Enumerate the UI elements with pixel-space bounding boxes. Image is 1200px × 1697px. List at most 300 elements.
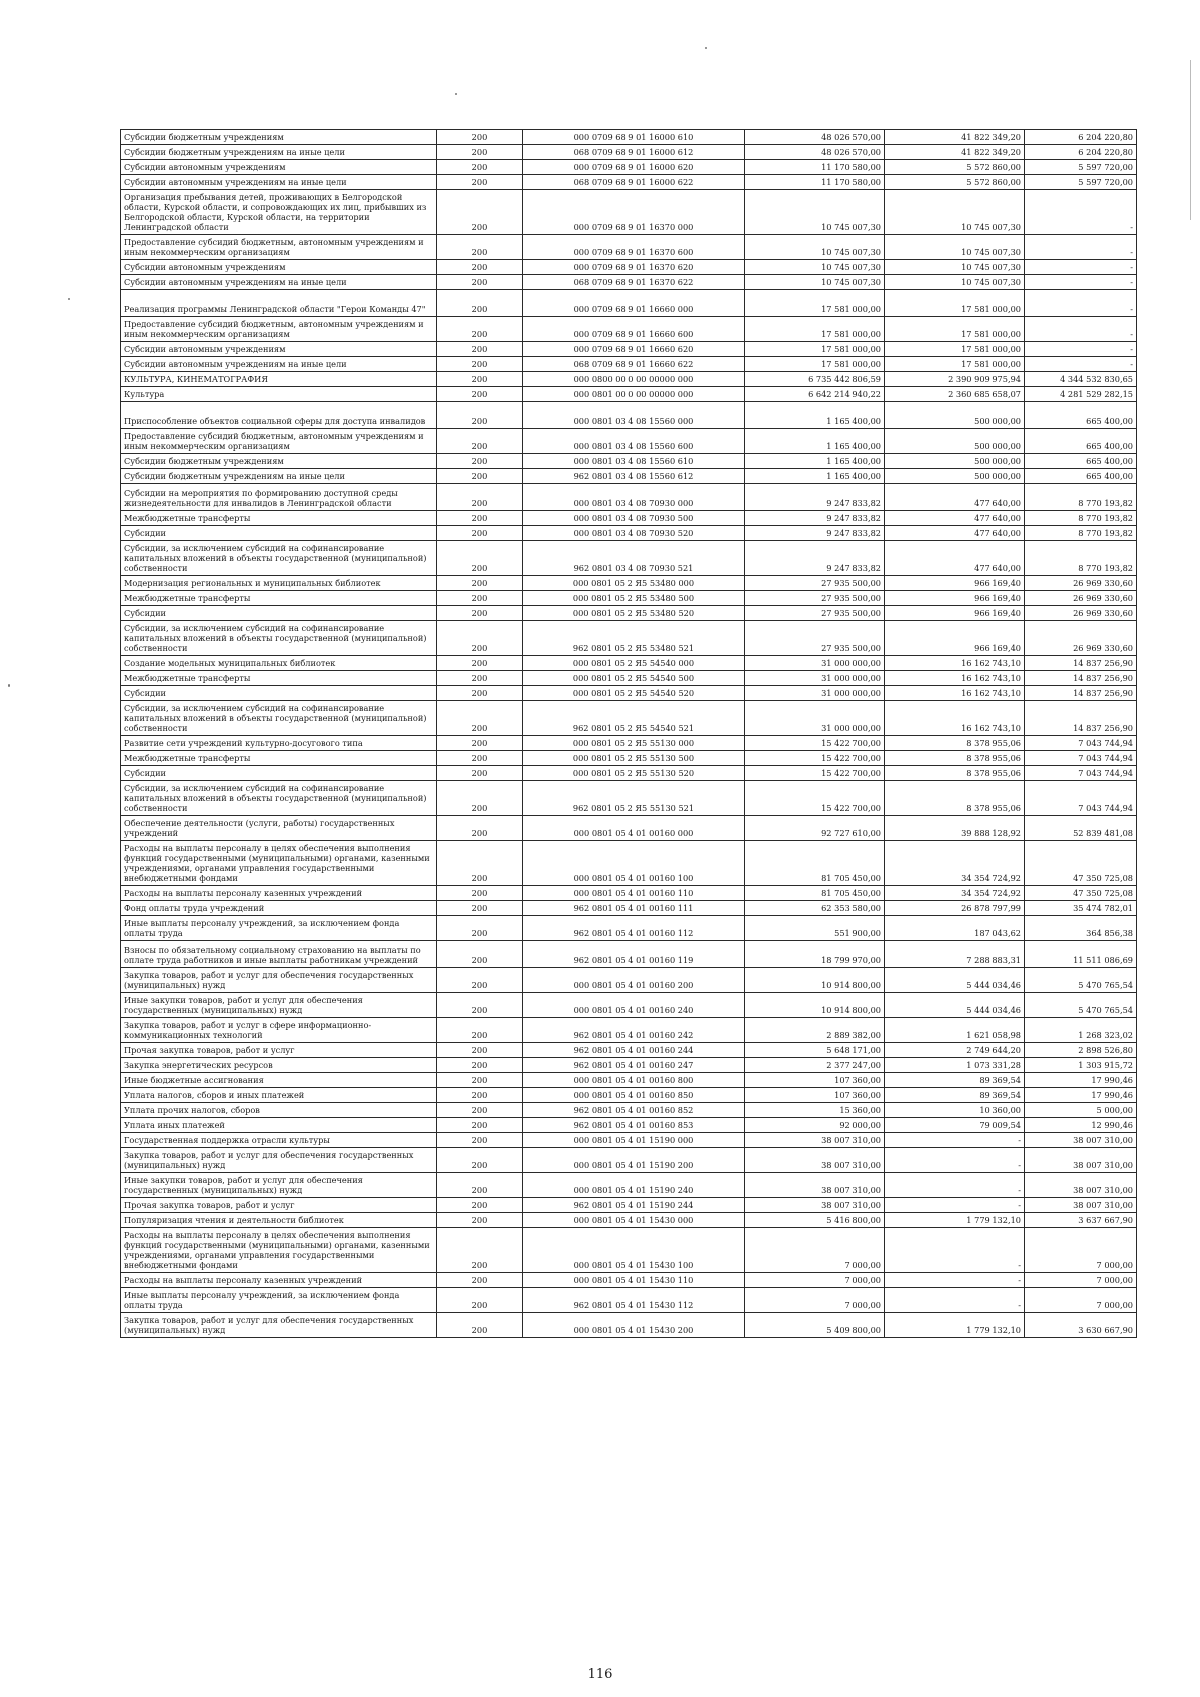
executed-amount-cell: 34 354 724,92 [885, 886, 1025, 901]
table-row [121, 290, 1137, 317]
table-row [121, 1288, 1137, 1313]
line-code-cell: 200 [437, 1073, 523, 1088]
line-code-cell: 200 [437, 621, 523, 656]
row-name-cell: Иные выплаты персоналу учреждений, за исключением фонда оплаты труда [121, 1288, 437, 1313]
approved-amount-cell: 6 642 214 940,22 [745, 387, 885, 402]
row-name-cell: Уплата прочих налогов, сборов [121, 1103, 437, 1118]
line-code-cell: 200 [437, 260, 523, 275]
approved-amount-cell: 551 900,00 [745, 916, 885, 941]
table-row [121, 886, 1137, 901]
line-code-cell: 200 [437, 968, 523, 993]
budget-class-code-cell: 000 0801 05 4 01 00160 240 [523, 993, 745, 1018]
executed-amount-cell: 966 169,40 [885, 621, 1025, 656]
line-code-cell: 200 [437, 317, 523, 342]
unexecuted-amount-cell: 47 350 725,08 [1025, 886, 1137, 901]
approved-amount-cell: 9 247 833,82 [745, 511, 885, 526]
unexecuted-amount-cell: 38 007 310,00 [1025, 1148, 1137, 1173]
row-name-cell: Межбюджетные трансферты [121, 591, 437, 606]
line-code-cell: 200 [437, 484, 523, 511]
approved-amount-cell: 2 889 382,00 [745, 1018, 885, 1043]
budget-class-code-cell: 000 0801 05 2 Я5 55130 520 [523, 766, 745, 781]
executed-amount-cell: 16 162 743,10 [885, 656, 1025, 671]
unexecuted-amount-cell: 665 400,00 [1025, 454, 1137, 469]
budget-class-code-cell: 000 0801 05 2 Я5 53480 520 [523, 606, 745, 621]
budget-class-code-cell: 000 0801 05 2 Я5 53480 000 [523, 576, 745, 591]
line-code-cell: 200 [437, 429, 523, 454]
unexecuted-amount-cell: - [1025, 235, 1137, 260]
unexecuted-amount-cell: 47 350 725,08 [1025, 841, 1137, 886]
table-row [121, 1088, 1137, 1103]
row-name-cell: Субсидии автономным учреждениям на иные цели [121, 357, 437, 372]
budget-class-code-cell: 000 0801 05 2 Я5 54540 520 [523, 686, 745, 701]
line-code-cell: 200 [437, 275, 523, 290]
line-code-cell: 200 [437, 511, 523, 526]
approved-amount-cell: 9 247 833,82 [745, 526, 885, 541]
unexecuted-amount-cell: - [1025, 290, 1137, 317]
executed-amount-cell: 89 369,54 [885, 1073, 1025, 1088]
unexecuted-amount-cell: 4 281 529 282,15 [1025, 387, 1137, 402]
row-name-cell: Предоставление субсидий бюджетным, автономным учреждениям и иным некоммерческим организациям [121, 235, 437, 260]
line-code-cell: 200 [437, 1173, 523, 1198]
approved-amount-cell: 1 165 400,00 [745, 454, 885, 469]
line-code-cell: 200 [437, 387, 523, 402]
budget-class-code-cell: 962 0801 05 4 01 00160 247 [523, 1058, 745, 1073]
executed-amount-cell: 41 822 349,20 [885, 130, 1025, 145]
table-row [121, 541, 1137, 576]
budget-execution-table [120, 129, 1137, 1338]
budget-class-code-cell: 068 0709 68 9 01 16660 622 [523, 357, 745, 372]
unexecuted-amount-cell: 364 856,38 [1025, 916, 1137, 941]
budget-class-code-cell: 000 0800 00 0 00 00000 000 [523, 372, 745, 387]
budget-class-code-cell: 000 0801 05 2 Я5 55130 500 [523, 751, 745, 766]
line-code-cell: 200 [437, 372, 523, 387]
executed-amount-cell: - [885, 1273, 1025, 1288]
line-code-cell: 200 [437, 1043, 523, 1058]
row-name-cell: Закупка товаров, работ и услуг для обеспечения государственных (муниципальных) нужд [121, 968, 437, 993]
approved-amount-cell: 17 581 000,00 [745, 290, 885, 317]
table-row [121, 1103, 1137, 1118]
budget-class-code-cell: 000 0709 68 9 01 16370 000 [523, 190, 745, 235]
approved-amount-cell: 11 170 580,00 [745, 175, 885, 190]
budget-class-code-cell: 962 0801 05 4 01 15190 244 [523, 1198, 745, 1213]
budget-class-code-cell: 000 0801 05 4 01 00160 200 [523, 968, 745, 993]
budget-class-code-cell: 000 0801 05 4 01 15430 000 [523, 1213, 745, 1228]
line-code-cell: 200 [437, 541, 523, 576]
table-row [121, 190, 1137, 235]
table-row [121, 429, 1137, 454]
unexecuted-amount-cell: 7 043 744,94 [1025, 751, 1137, 766]
budget-class-code-cell: 000 0709 68 9 01 16000 610 [523, 130, 745, 145]
row-name-cell: Иные закупки товаров, работ и услуг для обеспечения государственных (муниципальных) нужд [121, 1173, 437, 1198]
row-name-cell: Создание модельных муниципальных библиотек [121, 656, 437, 671]
line-code-cell: 200 [437, 576, 523, 591]
table-row [121, 275, 1137, 290]
approved-amount-cell: 6 735 442 806,59 [745, 372, 885, 387]
approved-amount-cell: 17 581 000,00 [745, 357, 885, 372]
row-name-cell: Субсидии бюджетным учреждениям на иные цели [121, 469, 437, 484]
budget-class-code-cell: 000 0801 03 4 08 15560 600 [523, 429, 745, 454]
table-row [121, 130, 1137, 145]
budget-class-code-cell: 000 0801 05 4 01 00160 000 [523, 816, 745, 841]
row-name-cell: Субсидии бюджетным учреждениям [121, 130, 437, 145]
table-row [121, 1313, 1137, 1338]
row-name-cell: Межбюджетные трансферты [121, 671, 437, 686]
approved-amount-cell: 5 409 800,00 [745, 1313, 885, 1338]
executed-amount-cell: 5 444 034,46 [885, 968, 1025, 993]
line-code-cell: 200 [437, 402, 523, 429]
table-row [121, 260, 1137, 275]
approved-amount-cell: 10 745 007,30 [745, 275, 885, 290]
row-name-cell: Межбюджетные трансферты [121, 751, 437, 766]
line-code-cell: 200 [437, 235, 523, 260]
line-code-cell: 200 [437, 816, 523, 841]
row-name-cell: Расходы на выплаты персоналу в целях обеспечения выполнения функций государственными (муниципальными) органами, казенными учреждениями, органами управления государственными внебюджетными фондами [121, 1228, 437, 1273]
budget-class-code-cell: 962 0801 05 4 01 00160 853 [523, 1118, 745, 1133]
row-name-cell: Модернизация региональных и муниципальных библиотек [121, 576, 437, 591]
table-row [121, 916, 1137, 941]
approved-amount-cell: 2 377 247,00 [745, 1058, 885, 1073]
unexecuted-amount-cell: 7 000,00 [1025, 1228, 1137, 1273]
row-name-cell: Субсидии, за исключением субсидий на софинансирование капитальных вложений в объекты государственной (муниципальной) собственности [121, 541, 437, 576]
executed-amount-cell: 8 378 955,06 [885, 751, 1025, 766]
unexecuted-amount-cell: 5 470 765,54 [1025, 968, 1137, 993]
table-row [121, 1198, 1137, 1213]
budget-class-code-cell: 962 0801 05 2 Я5 53480 521 [523, 621, 745, 656]
unexecuted-amount-cell: - [1025, 357, 1137, 372]
unexecuted-amount-cell: 665 400,00 [1025, 469, 1137, 484]
row-name-cell: Субсидии автономным учреждениям на иные цели [121, 275, 437, 290]
table-row [121, 1228, 1137, 1273]
row-name-cell: Иные бюджетные ассигнования [121, 1073, 437, 1088]
line-code-cell: 200 [437, 1058, 523, 1073]
row-name-cell: Иные закупки товаров, работ и услуг для обеспечения государственных (муниципальных) нужд [121, 993, 437, 1018]
executed-amount-cell: - [885, 1173, 1025, 1198]
table-row [121, 576, 1137, 591]
table-row [121, 606, 1137, 621]
budget-class-code-cell: 000 0801 00 0 00 00000 000 [523, 387, 745, 402]
executed-amount-cell: 79 009,54 [885, 1118, 1025, 1133]
executed-amount-cell: 477 640,00 [885, 484, 1025, 511]
table-row [121, 901, 1137, 916]
row-name-cell: Субсидии [121, 766, 437, 781]
unexecuted-amount-cell: 17 990,46 [1025, 1088, 1137, 1103]
line-code-cell: 200 [437, 886, 523, 901]
budget-class-code-cell: 000 0801 05 4 01 15190 200 [523, 1148, 745, 1173]
approved-amount-cell: 31 000 000,00 [745, 656, 885, 671]
approved-amount-cell: 9 247 833,82 [745, 484, 885, 511]
line-code-cell: 200 [437, 916, 523, 941]
executed-amount-cell: 10 745 007,30 [885, 260, 1025, 275]
table-row [121, 1018, 1137, 1043]
executed-amount-cell: 500 000,00 [885, 454, 1025, 469]
line-code-cell: 200 [437, 901, 523, 916]
budget-class-code-cell: 000 0801 05 2 Я5 55130 000 [523, 736, 745, 751]
executed-amount-cell: 2 360 685 658,07 [885, 387, 1025, 402]
table-row [121, 766, 1137, 781]
row-name-cell: Субсидии на мероприятия по формированию доступной среды жизнедеятельности для инвалидов в Ленинградской области [121, 484, 437, 511]
line-code-cell: 200 [437, 686, 523, 701]
line-code-cell: 200 [437, 591, 523, 606]
line-code-cell: 200 [437, 190, 523, 235]
budget-class-code-cell: 962 0801 03 4 08 70930 521 [523, 541, 745, 576]
line-code-cell: 200 [437, 1313, 523, 1338]
approved-amount-cell: 48 026 570,00 [745, 130, 885, 145]
line-code-cell: 200 [437, 993, 523, 1018]
budget-class-code-cell: 962 0801 05 2 Я5 55130 521 [523, 781, 745, 816]
approved-amount-cell: 31 000 000,00 [745, 701, 885, 736]
executed-amount-cell: 2 749 644,20 [885, 1043, 1025, 1058]
unexecuted-amount-cell: 5 000,00 [1025, 1103, 1137, 1118]
row-name-cell: Субсидии бюджетным учреждениям на иные цели [121, 145, 437, 160]
unexecuted-amount-cell: 26 969 330,60 [1025, 606, 1137, 621]
approved-amount-cell: 11 170 580,00 [745, 160, 885, 175]
approved-amount-cell: 17 581 000,00 [745, 342, 885, 357]
executed-amount-cell: - [885, 1198, 1025, 1213]
approved-amount-cell: 10 745 007,30 [745, 235, 885, 260]
row-name-cell: Уплата иных платежей [121, 1118, 437, 1133]
table-row [121, 591, 1137, 606]
line-code-cell: 200 [437, 1288, 523, 1313]
executed-amount-cell: - [885, 1148, 1025, 1173]
executed-amount-cell: 966 169,40 [885, 591, 1025, 606]
table-row [121, 941, 1137, 968]
row-name-cell: Расходы на выплаты персоналу казенных учреждений [121, 886, 437, 901]
approved-amount-cell: 1 165 400,00 [745, 402, 885, 429]
table-row [121, 402, 1137, 429]
row-name-cell: КУЛЬТУРА, КИНЕМАТОГРАФИЯ [121, 372, 437, 387]
line-code-cell: 200 [437, 941, 523, 968]
unexecuted-amount-cell: 8 770 193,82 [1025, 526, 1137, 541]
budget-class-code-cell: 000 0801 03 4 08 70930 000 [523, 484, 745, 511]
budget-class-code-cell: 000 0801 03 4 08 15560 000 [523, 402, 745, 429]
row-name-cell: Культура [121, 387, 437, 402]
table-row [121, 317, 1137, 342]
executed-amount-cell: 1 779 132,10 [885, 1313, 1025, 1338]
approved-amount-cell: 107 360,00 [745, 1073, 885, 1088]
unexecuted-amount-cell: 17 990,46 [1025, 1073, 1137, 1088]
line-code-cell: 200 [437, 656, 523, 671]
executed-amount-cell: 10 745 007,30 [885, 275, 1025, 290]
line-code-cell: 200 [437, 160, 523, 175]
approved-amount-cell: 18 799 970,00 [745, 941, 885, 968]
executed-amount-cell: - [885, 1288, 1025, 1313]
unexecuted-amount-cell: - [1025, 342, 1137, 357]
row-name-cell: Реализация программы Ленинградской области "Герои Команды 47" [121, 290, 437, 317]
row-name-cell: Закупка энергетических ресурсов [121, 1058, 437, 1073]
table-body [121, 130, 1137, 1338]
unexecuted-amount-cell: 38 007 310,00 [1025, 1198, 1137, 1213]
unexecuted-amount-cell: 35 474 782,01 [1025, 901, 1137, 916]
unexecuted-amount-cell: 8 770 193,82 [1025, 484, 1137, 511]
unexecuted-amount-cell: 26 969 330,60 [1025, 621, 1137, 656]
row-name-cell: Субсидии автономным учреждениям [121, 260, 437, 275]
executed-amount-cell: 5 572 860,00 [885, 160, 1025, 175]
unexecuted-amount-cell: 14 837 256,90 [1025, 686, 1137, 701]
unexecuted-amount-cell: 1 303 915,72 [1025, 1058, 1137, 1073]
line-code-cell: 200 [437, 130, 523, 145]
budget-class-code-cell: 000 0709 68 9 01 16000 620 [523, 160, 745, 175]
row-name-cell: Субсидии [121, 686, 437, 701]
table-row [121, 656, 1137, 671]
unexecuted-amount-cell: 26 969 330,60 [1025, 576, 1137, 591]
budget-class-code-cell: 000 0709 68 9 01 16660 620 [523, 342, 745, 357]
line-code-cell: 200 [437, 766, 523, 781]
approved-amount-cell: 15 422 700,00 [745, 766, 885, 781]
budget-class-code-cell: 962 0801 05 4 01 15430 112 [523, 1288, 745, 1313]
unexecuted-amount-cell: 7 043 744,94 [1025, 781, 1137, 816]
table-row [121, 736, 1137, 751]
row-name-cell: Субсидии, за исключением субсидий на софинансирование капитальных вложений в объекты государственной (муниципальной) собственности [121, 621, 437, 656]
row-name-cell: Популяризация чтения и деятельности библиотек [121, 1213, 437, 1228]
row-name-cell: Предоставление субсидий бюджетным, автономным учреждениям и иным некоммерческим организациям [121, 429, 437, 454]
row-name-cell: Организация пребывания детей, проживающих в Белгородской области, Курской области, и сопровождающих их лиц, прибывших из Белгородской области, Курской области, на территории Ленинградской области [121, 190, 437, 235]
budget-class-code-cell: 000 0709 68 9 01 16660 000 [523, 290, 745, 317]
approved-amount-cell: 15 422 700,00 [745, 751, 885, 766]
executed-amount-cell: 17 581 000,00 [885, 342, 1025, 357]
executed-amount-cell: 26 878 797,99 [885, 901, 1025, 916]
unexecuted-amount-cell: 7 000,00 [1025, 1288, 1137, 1313]
table-row [121, 701, 1137, 736]
budget-class-code-cell: 000 0709 68 9 01 16370 620 [523, 260, 745, 275]
executed-amount-cell: 34 354 724,92 [885, 841, 1025, 886]
unexecuted-amount-cell: 26 969 330,60 [1025, 591, 1137, 606]
budget-class-code-cell: 000 0801 05 2 Я5 54540 500 [523, 671, 745, 686]
table-row [121, 1173, 1137, 1198]
executed-amount-cell: 10 745 007,30 [885, 235, 1025, 260]
approved-amount-cell: 17 581 000,00 [745, 317, 885, 342]
scan-speck [68, 298, 70, 300]
executed-amount-cell: 477 640,00 [885, 541, 1025, 576]
line-code-cell: 200 [437, 454, 523, 469]
line-code-cell: 200 [437, 1273, 523, 1288]
row-name-cell: Прочая закупка товаров, работ и услуг [121, 1198, 437, 1213]
line-code-cell: 200 [437, 145, 523, 160]
approved-amount-cell: 81 705 450,00 [745, 886, 885, 901]
unexecuted-amount-cell: 5 597 720,00 [1025, 160, 1137, 175]
executed-amount-cell: 477 640,00 [885, 526, 1025, 541]
budget-class-code-cell: 962 0801 05 4 01 00160 119 [523, 941, 745, 968]
unexecuted-amount-cell: 12 990,46 [1025, 1118, 1137, 1133]
executed-amount-cell: 17 581 000,00 [885, 290, 1025, 317]
budget-class-code-cell: 962 0801 05 2 Я5 54540 521 [523, 701, 745, 736]
row-name-cell: Субсидии автономным учреждениям [121, 342, 437, 357]
scan-speck [8, 684, 10, 687]
approved-amount-cell: 10 745 007,30 [745, 190, 885, 235]
unexecuted-amount-cell: - [1025, 260, 1137, 275]
approved-amount-cell: 7 000,00 [745, 1273, 885, 1288]
budget-class-code-cell: 000 0801 05 4 01 00160 850 [523, 1088, 745, 1103]
approved-amount-cell: 27 935 500,00 [745, 621, 885, 656]
budget-class-code-cell: 962 0801 05 4 01 00160 112 [523, 916, 745, 941]
unexecuted-amount-cell: - [1025, 190, 1137, 235]
executed-amount-cell: 16 162 743,10 [885, 671, 1025, 686]
budget-class-code-cell: 000 0801 03 4 08 70930 520 [523, 526, 745, 541]
executed-amount-cell: 477 640,00 [885, 511, 1025, 526]
budget-class-code-cell: 000 0801 05 4 01 15430 200 [523, 1313, 745, 1338]
line-code-cell: 200 [437, 671, 523, 686]
executed-amount-cell: 2 390 909 975,94 [885, 372, 1025, 387]
executed-amount-cell: 17 581 000,00 [885, 357, 1025, 372]
row-name-cell: Фонд оплаты труда учреждений [121, 901, 437, 916]
scan-speck [1190, 60, 1191, 220]
approved-amount-cell: 31 000 000,00 [745, 686, 885, 701]
approved-amount-cell: 7 000,00 [745, 1228, 885, 1273]
approved-amount-cell: 62 353 580,00 [745, 901, 885, 916]
unexecuted-amount-cell: 38 007 310,00 [1025, 1173, 1137, 1198]
row-name-cell: Субсидии, за исключением субсидий на софинансирование капитальных вложений в объекты государственной (муниципальной) собственности [121, 781, 437, 816]
table-row [121, 751, 1137, 766]
budget-class-code-cell: 962 0801 05 4 01 00160 244 [523, 1043, 745, 1058]
row-name-cell: Приспособление объектов социальной сферы для доступа инвалидов [121, 402, 437, 429]
approved-amount-cell: 38 007 310,00 [745, 1133, 885, 1148]
approved-amount-cell: 81 705 450,00 [745, 841, 885, 886]
line-code-cell: 200 [437, 1103, 523, 1118]
executed-amount-cell: 1 073 331,28 [885, 1058, 1025, 1073]
line-code-cell: 200 [437, 606, 523, 621]
row-name-cell: Уплата налогов, сборов и иных платежей [121, 1088, 437, 1103]
unexecuted-amount-cell: 7 000,00 [1025, 1273, 1137, 1288]
table-row [121, 968, 1137, 993]
unexecuted-amount-cell: 8 770 193,82 [1025, 541, 1137, 576]
budget-class-code-cell: 000 0801 05 4 01 15190 000 [523, 1133, 745, 1148]
approved-amount-cell: 92 727 610,00 [745, 816, 885, 841]
table-row [121, 1213, 1137, 1228]
unexecuted-amount-cell: 665 400,00 [1025, 429, 1137, 454]
line-code-cell: 200 [437, 1213, 523, 1228]
approved-amount-cell: 38 007 310,00 [745, 1173, 885, 1198]
row-name-cell: Расходы на выплаты персоналу казенных учреждений [121, 1273, 437, 1288]
approved-amount-cell: 38 007 310,00 [745, 1198, 885, 1213]
budget-class-code-cell: 000 0709 68 9 01 16370 600 [523, 235, 745, 260]
unexecuted-amount-cell: 14 837 256,90 [1025, 701, 1137, 736]
approved-amount-cell: 15 422 700,00 [745, 736, 885, 751]
row-name-cell: Закупка товаров, работ и услуг для обеспечения государственных (муниципальных) нужд [121, 1148, 437, 1173]
table-row [121, 816, 1137, 841]
executed-amount-cell: 16 162 743,10 [885, 686, 1025, 701]
row-name-cell: Закупка товаров, работ и услуг для обеспечения государственных (муниципальных) нужд [121, 1313, 437, 1338]
budget-class-code-cell: 000 0801 03 4 08 70930 500 [523, 511, 745, 526]
executed-amount-cell: 8 378 955,06 [885, 736, 1025, 751]
line-code-cell: 200 [437, 1228, 523, 1273]
row-name-cell: Взносы по обязательному социальному страхованию на выплаты по оплате труда работников и иные выплаты работникам учреждений [121, 941, 437, 968]
table-row [121, 1058, 1137, 1073]
table-row [121, 1148, 1137, 1173]
table-row [121, 671, 1137, 686]
executed-amount-cell: 7 288 883,31 [885, 941, 1025, 968]
unexecuted-amount-cell: 5 597 720,00 [1025, 175, 1137, 190]
row-name-cell: Предоставление субсидий бюджетным, автономным учреждениям и иным некоммерческим организациям [121, 317, 437, 342]
budget-class-code-cell: 000 0709 68 9 01 16660 600 [523, 317, 745, 342]
executed-amount-cell: 500 000,00 [885, 469, 1025, 484]
budget-class-code-cell: 000 0801 05 4 01 00160 100 [523, 841, 745, 886]
row-name-cell: Закупка товаров, работ и услуг в сфере информационно-коммуникационных технологий [121, 1018, 437, 1043]
row-name-cell: Расходы на выплаты персоналу в целях обеспечения выполнения функций государственными (муниципальными) органами, казенными учреждениями, органами управления государственными внебюджетными фондами [121, 841, 437, 886]
approved-amount-cell: 27 935 500,00 [745, 576, 885, 591]
line-code-cell: 200 [437, 1198, 523, 1213]
row-name-cell: Развитие сети учреждений культурно-досугового типа [121, 736, 437, 751]
line-code-cell: 200 [437, 342, 523, 357]
table-row [121, 145, 1137, 160]
budget-class-code-cell: 000 0801 05 2 Я5 54540 000 [523, 656, 745, 671]
unexecuted-amount-cell: 1 268 323,02 [1025, 1018, 1137, 1043]
budget-class-code-cell: 068 0709 68 9 01 16000 612 [523, 145, 745, 160]
executed-amount-cell: 1 779 132,10 [885, 1213, 1025, 1228]
approved-amount-cell: 107 360,00 [745, 1088, 885, 1103]
line-code-cell: 200 [437, 1088, 523, 1103]
row-name-cell: Обеспечение деятельности (услуги, работы) государственных учреждений [121, 816, 437, 841]
table-row [121, 160, 1137, 175]
table-row [121, 993, 1137, 1018]
